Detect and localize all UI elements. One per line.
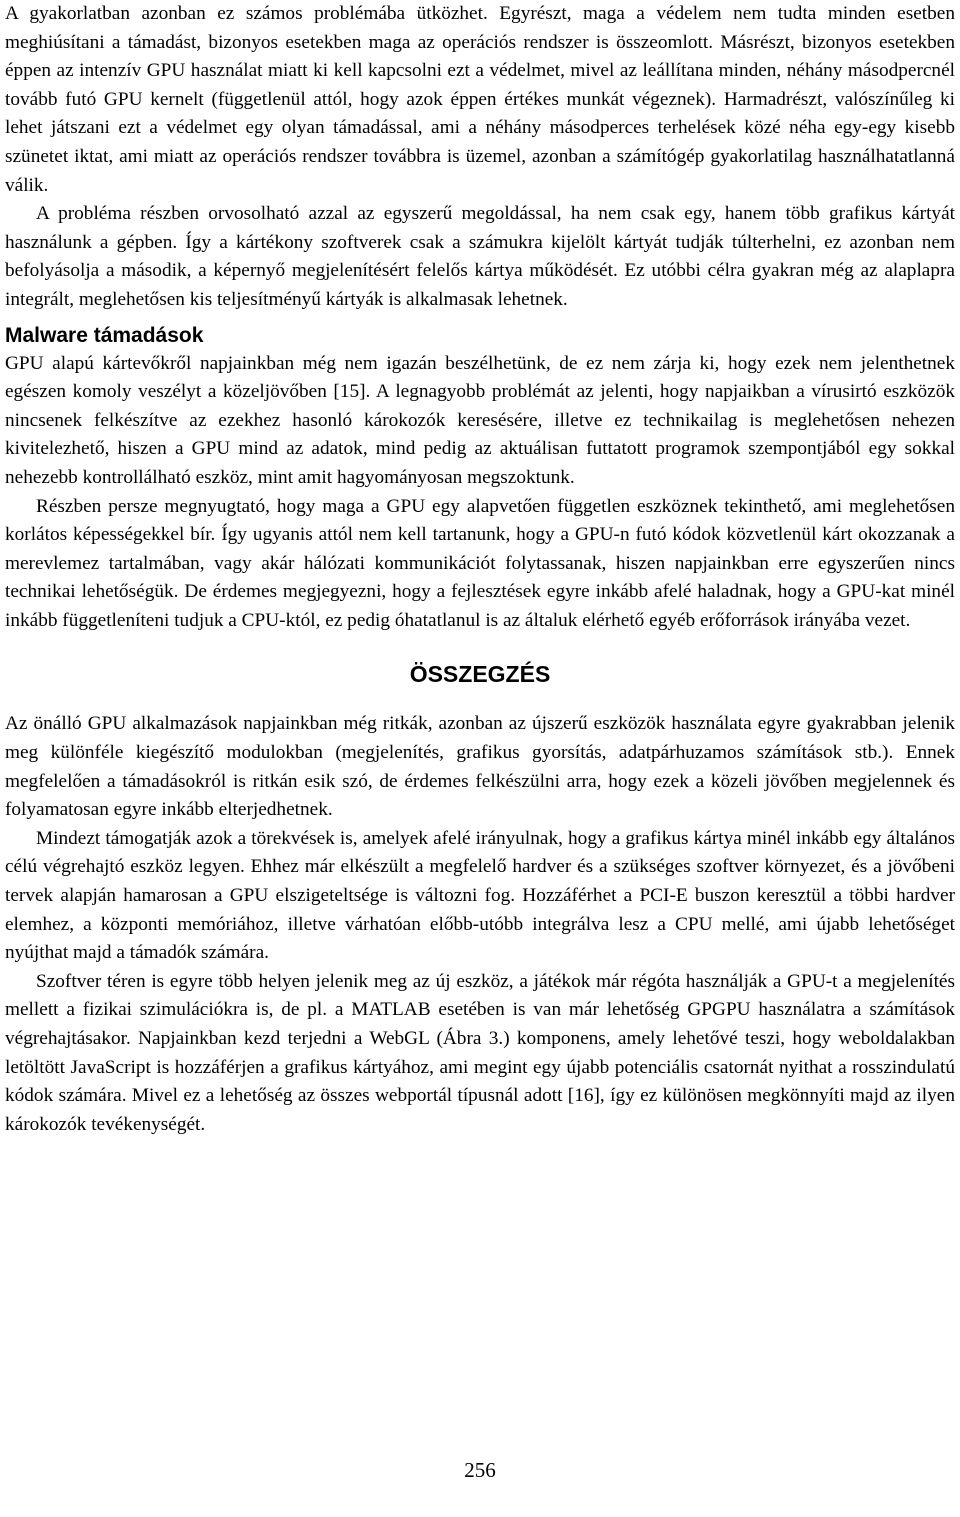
section-heading-summary: ÖSSZEGZÉS: [409, 661, 551, 688]
paragraph: GPU alapú kártevőkről napjainkban még nem igazán beszélhetünk, de ez nem zárja ki, hogy ezek nem jelenthetnek egészen komoly veszélyt a közeljövőben [15]. A legnagyobb problémát az jelenti, hogy napjaikban a vírusirtó eszközök nincsenek felkészítve az ezekhez hasonló károkozók keresésére, illetve ez technikailag is meglehetősen nehezen kivitelezhető, hiszen a GPU mind az adatok, mind pedig az aktuálisan futtatott programok szempontjából egy sokkal nehezebb kontrollálható eszköz, mint amit hagyományosan megszoktunk.: [5, 352, 955, 488]
paragraph: A gyakorlatban azonban ez számos problémába ütközhet. Egyrészt, maga a védelem nem tudta minden esetben meghiúsítani a támadást, bizonyos esetekben maga az operációs rendszer is összeomlott. Másrészt, bizonyos esetekben éppen az intenzív GPU használat miatt ki kell kapcsolni ezt a védelmet, mivel az leállítana minden, néhány másodpercnél tovább futó GPU kernelt (függetlenül attól, hogy azok éppen értékes munkát végeznek). Harmadrészt, valószínűleg ki lehet játszani ezt a védelmet egy olyan támadással, ami a néhány másodperces terhelések közé néha egy-egy kisebb szünetet iktat, ami miatt az operációs rendszer továbbra is üzemel, azonban a számítógép gyakorlatilag használhatatlanná válik.: [5, 3, 955, 196]
paragraph: Szoftver téren is egyre több helyen jelenik meg az új eszköz, a játékok már régóta használják a GPU-t a megjelenítés mellett a fizikai szimulációkra is, de pl. a MATLAB esetében is van már lehetőség GPGPU használatra a számítások végrehajtásakor. Napjainkban kezd terjedni a WebGL (Ábra 3.) komponens, amely lehetővé teszi, hogy weboldalakban letöltött JavaScript is hozzáférjen a grafikus kártyához, ami megint egy újabb potenciális csatornát nyithat a rosszindulatú kódok számára. Mivel ez a lehetőség az összes webportál típusnál adott [16], így ez különösen megkönnyíti majd az ilyen károkozók tevékenységét.: [5, 970, 955, 1135]
document-page: [5, 0, 955, 1139]
paragraph: Részben persze megnyugtató, hogy maga a GPU egy alapvetően független eszköznek tekinthető, ami meglehetősen korlátos képességekkel bír. Így ugyanis attól nem kell tartanunk, hogy a GPU-n futó kódok közvetlenül kárt okozzanak a merevlemez tartalmában, vagy akár hálózati kommunikációt folytassanak, hiszen napjainkban erre egyszerűen nincs technikai lehetőségük. De érdemes megjegyezni, hogy a fejlesztések egyre inkább afelé haladnak, hogy a GPU-kat minél inkább függetleníteni tudjuk a CPU-któl, ez pedig óhatatlanul is az általuk elérhető egyéb erőforrások irányába vezet.: [5, 495, 955, 631]
paragraph: Mindezt támogatják azok a törekvések is, amelyek afelé irányulnak, hogy a grafikus kártya minél inkább egy általános célú végrehajtó eszköz legyen. Ehhez már elkészült a megfelelő hardver és a szükséges szoftver környezet, és a jövőbeni tervek alapján hamarosan a GPU elszigeteltsége is változni fog. Hozzáférhet a PCI-E buszon keresztül a többi hardver elemhez, a központi memóriához, illetve várhatóan előbb-utóbb integrálva lesz a CPU mellé, ami újabb lehetőséget nyújthat majd a támadók számára.: [5, 827, 955, 964]
paragraph: Az önálló GPU alkalmazások napjainkban még ritkák, azonban az újszerű eszközök használata egyre gyakrabban jelenik meg különféle kiegészítő modulokban (megjelenítés, grafikus gyorsítás, adatpárhuzamos számítások stb.). Ennek megfelelően a támadásokról is ritkán esik szó, de érdemes felkészülni arra, hogy ezek a közeli jövőben megjelennek és folyamatosan egyre inkább elterjedhetnek.: [5, 713, 955, 821]
section-heading-malware: Malware támadások: [5, 323, 204, 347]
page-number: 256: [464, 1458, 496, 1482]
paragraph: A probléma részben orvosolható azzal az egyszerű megoldással, ha nem csak egy, hanem több grafikus kártyát használunk a gépben. Így a kártékony szoftverek csak a számukra kijelölt kártyát tudják túlterhelni, ez azonban nem befolyásolja a második, a képernyő megjelenítésért felelős kártya működését. Ez utóbbi célra gyakran még az alaplapra integrált, meglehetősen kis teljesítményű kártyák is alkalmasak lehetnek.: [5, 203, 955, 310]
